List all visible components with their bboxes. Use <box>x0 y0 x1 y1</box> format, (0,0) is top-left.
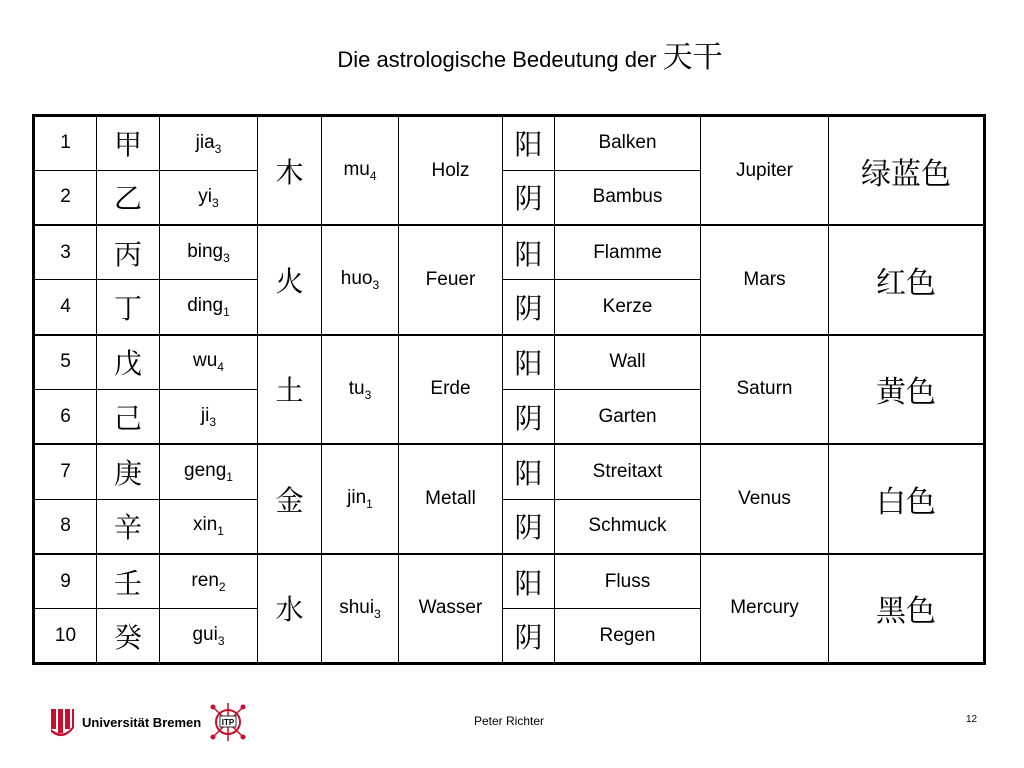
stem-pinyin-text: gui <box>192 623 218 645</box>
stem-character: 癸 <box>97 609 160 664</box>
stem-image: Schmuck <box>555 499 701 554</box>
yin-yang-character: 阴 <box>503 170 555 225</box>
stem-number: 10 <box>34 609 97 664</box>
stem-image: Regen <box>555 609 701 664</box>
stem-number: 7 <box>34 444 97 499</box>
stem-pinyin-tone: 1 <box>217 524 224 539</box>
stem-pinyin-tone: 2 <box>218 579 226 594</box>
stem-pinyin <box>160 499 258 554</box>
yin-yang-character: 阳 <box>503 225 555 280</box>
element-pinyin-text: mu <box>343 158 370 180</box>
university-logo <box>50 700 247 744</box>
stem-pinyin <box>160 389 258 444</box>
planet-name: Mercury <box>701 554 829 664</box>
element-german: Feuer <box>399 225 503 335</box>
stem-number: 2 <box>34 170 97 225</box>
stem-pinyin-tone: 3 <box>214 141 222 156</box>
stem-number: 1 <box>34 116 97 171</box>
stem-character: 丙 <box>97 225 160 280</box>
stem-pinyin-text: ren <box>191 569 219 591</box>
element-pinyin <box>322 444 399 554</box>
element-pinyin <box>322 335 399 445</box>
element-character: 土 <box>258 335 322 445</box>
stem-image: Wall <box>555 335 701 390</box>
element-pinyin-text: tu <box>348 377 365 399</box>
stem-pinyin <box>160 170 258 225</box>
table-row <box>34 444 985 499</box>
stem-image: Garten <box>555 389 701 444</box>
yin-yang-character: 阳 <box>503 335 555 390</box>
element-character: 木 <box>258 116 322 226</box>
stem-pinyin <box>160 225 258 280</box>
color-chinese: 黑色 <box>829 554 985 664</box>
itp-logo-icon <box>209 701 247 743</box>
stem-character: 壬 <box>97 554 160 609</box>
element-pinyin-tone: 1 <box>366 496 373 511</box>
stem-image: Flamme <box>555 225 701 280</box>
slide-title <box>0 36 1024 82</box>
element-pinyin <box>322 225 399 335</box>
color-chinese: 白色 <box>829 444 985 554</box>
stem-character: 戊 <box>97 335 160 390</box>
planet-name: Saturn <box>701 335 829 445</box>
itp-logo-label: ITP <box>221 718 235 727</box>
stem-number: 6 <box>34 389 97 444</box>
stem-pinyin-text: yi <box>198 185 213 207</box>
stem-pinyin-tone: 3 <box>217 633 225 648</box>
yin-yang-character: 阴 <box>503 499 555 554</box>
stem-number: 9 <box>34 554 97 609</box>
element-pinyin <box>322 116 399 226</box>
stem-image: Bambus <box>555 170 701 225</box>
element-german: Wasser <box>399 554 503 664</box>
stem-image: Kerze <box>555 280 701 335</box>
yin-yang-character: 阴 <box>503 280 555 335</box>
stem-pinyin-text: wu <box>193 350 218 372</box>
stem-pinyin <box>160 116 258 171</box>
stem-character: 乙 <box>97 170 160 225</box>
footer-page-number: 12 <box>966 714 978 725</box>
stem-number: 4 <box>34 280 97 335</box>
stem-pinyin <box>160 444 258 499</box>
slide-title-chinese: 天干 <box>662 40 723 75</box>
element-pinyin-text: shui <box>339 596 375 618</box>
yin-yang-character: 阳 <box>503 554 555 609</box>
yin-yang-character: 阴 <box>503 609 555 664</box>
element-german: Erde <box>399 335 503 445</box>
stem-number: 8 <box>34 499 97 554</box>
stem-character: 甲 <box>97 116 160 171</box>
university-emblem-icon <box>50 707 76 737</box>
planet-name: Jupiter <box>701 116 829 226</box>
table-row <box>34 225 985 280</box>
stem-pinyin-tone: 4 <box>217 360 224 375</box>
element-pinyin <box>322 554 399 664</box>
stem-pinyin-text: ding <box>187 295 224 317</box>
color-chinese: 红色 <box>829 225 985 335</box>
university-name: Universität Bremen <box>82 714 202 730</box>
stem-number: 3 <box>34 225 97 280</box>
element-character: 水 <box>258 554 322 664</box>
color-chinese: 绿蓝色 <box>829 116 985 226</box>
planet-name: Mars <box>701 225 829 335</box>
stem-character: 丁 <box>97 280 160 335</box>
color-chinese: 黄色 <box>829 335 985 445</box>
element-character: 火 <box>258 225 322 335</box>
slide-title-text: Die astrologische Bedeutung der <box>337 47 663 72</box>
footer-author: Peter Richter <box>474 714 545 728</box>
stem-pinyin-text: geng <box>184 460 227 482</box>
stem-pinyin-text: bing <box>187 240 224 262</box>
element-pinyin-text: jin <box>347 487 367 509</box>
element-character: 金 <box>258 444 322 554</box>
stem-image: Balken <box>555 116 701 171</box>
table-row <box>34 116 985 171</box>
stem-pinyin-tone: 3 <box>223 250 230 265</box>
stem-pinyin-tone: 1 <box>223 304 230 319</box>
stem-pinyin-tone: 3 <box>212 195 219 210</box>
element-pinyin-tone: 4 <box>369 168 377 183</box>
stem-pinyin <box>160 609 258 664</box>
stem-character: 庚 <box>97 444 160 499</box>
planet-name: Venus <box>701 444 829 554</box>
element-pinyin-tone: 3 <box>374 606 381 621</box>
stem-character: 辛 <box>97 499 160 554</box>
stem-pinyin <box>160 335 258 390</box>
element-pinyin-text: huo <box>340 267 373 289</box>
stem-pinyin-tone: 1 <box>226 469 233 484</box>
heavenly-stems-table <box>32 114 986 665</box>
yin-yang-character: 阳 <box>503 444 555 499</box>
stem-pinyin <box>160 280 258 335</box>
element-german: Holz <box>399 116 503 226</box>
stem-pinyin <box>160 554 258 609</box>
table-row <box>34 554 985 609</box>
yin-yang-character: 阳 <box>503 116 555 171</box>
element-german: Metall <box>399 444 503 554</box>
stem-pinyin-text: xin <box>193 514 218 536</box>
stem-image: Streitaxt <box>555 444 701 499</box>
element-pinyin-tone: 3 <box>364 387 372 402</box>
stem-character: 己 <box>97 389 160 444</box>
table-row <box>34 335 985 390</box>
element-pinyin-tone: 3 <box>372 277 380 292</box>
stem-pinyin-tone: 3 <box>209 414 217 429</box>
yin-yang-character: 阴 <box>503 389 555 444</box>
stem-pinyin-text: ji <box>200 404 210 426</box>
stem-number: 5 <box>34 335 97 390</box>
stem-pinyin-text: jia <box>195 131 215 153</box>
stem-image: Fluss <box>555 554 701 609</box>
